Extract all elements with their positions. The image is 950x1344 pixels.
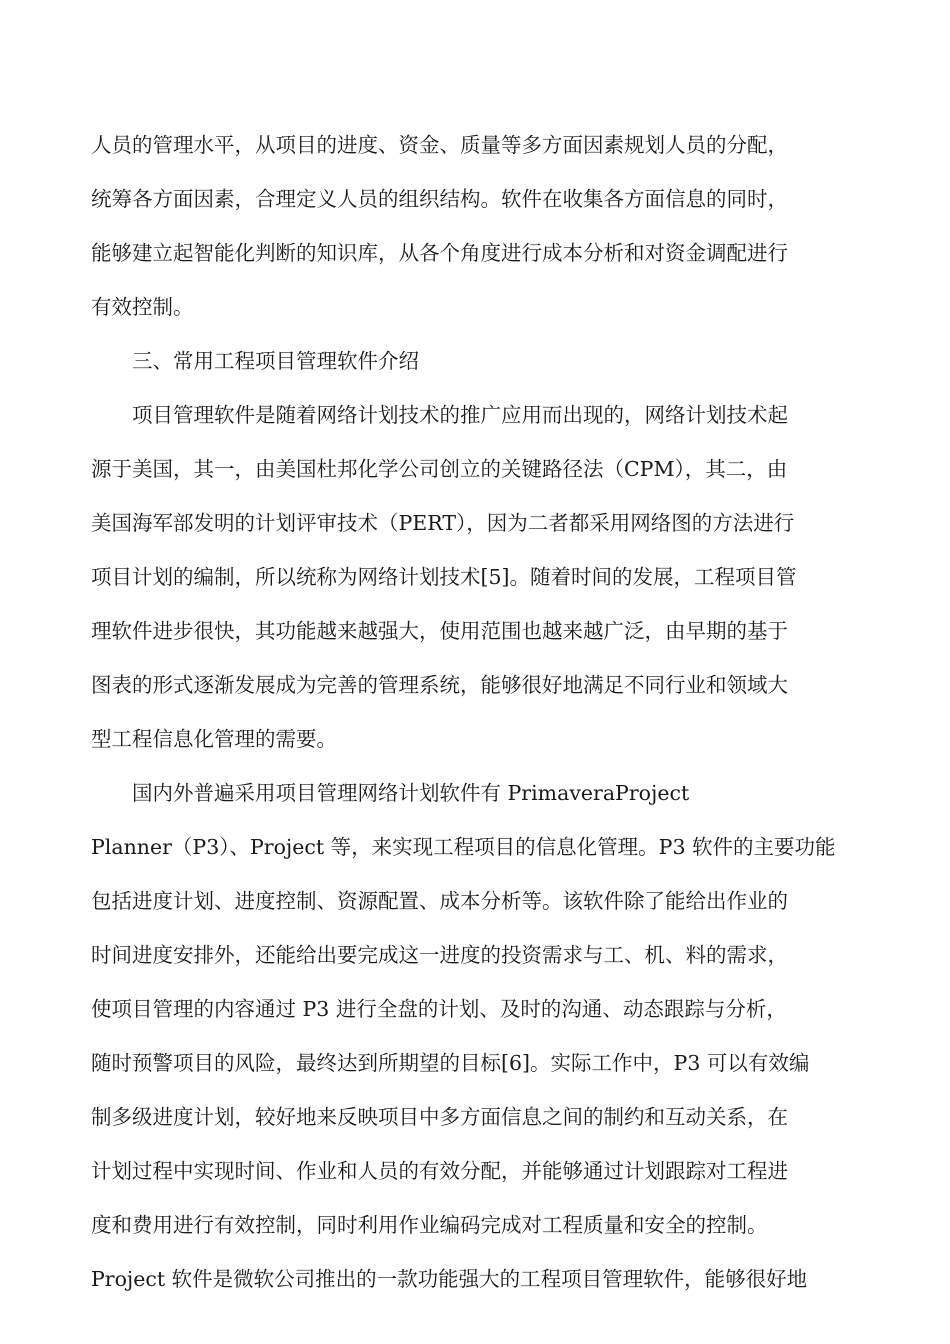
- paragraph-line: 随时预警项目的风险，最终达到所期望的目标[6]。实际工作中，P3 可以有效编: [91, 1051, 810, 1075]
- paragraph-line: 有效控制。: [91, 295, 194, 319]
- section-heading: 三、常用工程项目管理软件介绍: [132, 349, 419, 373]
- paragraph-line: 项目计划的编制，所以统称为网络计划技术[5]。随着时间的发展，工程项目管: [91, 565, 797, 589]
- paragraph-line: 理软件进步很快，其功能越来越强大，使用范围也越来越广泛，由早期的基于: [91, 619, 788, 643]
- paragraph-line: 能够建立起智能化判断的知识库，从各个角度进行成本分析和对资金调配进行: [91, 241, 788, 265]
- paragraph-line: 国内外普遍采用项目管理网络计划软件有 PrimaveraProject: [132, 781, 690, 805]
- paragraph-line: 型工程信息化管理的需要。: [91, 727, 337, 751]
- paragraph-line: 项目管理软件是随着网络计划技术的推广应用而出现的，网络计划技术起: [132, 403, 788, 427]
- paragraph-line: Project 软件是微软公司推出的一款功能强大的工程项目管理软件，能够很好地: [91, 1267, 808, 1291]
- paragraph-line: 时间进度安排外，还能给出要完成这一进度的投资需求与工、机、料的需求，: [91, 943, 788, 967]
- paragraph-line: 统筹各方面因素，合理定义人员的组织结构。软件在收集各方面信息的同时，: [91, 187, 788, 211]
- paragraph-line: 美国海军部发明的计划评审技术（PERT），因为二者都采用网络图的方法进行: [91, 511, 795, 535]
- paragraph-line: 人员的管理水平，从项目的进度、资金、质量等多方面因素规划人员的分配，: [91, 133, 788, 157]
- paragraph-line: 制多级进度计划，较好地来反映项目中多方面信息之间的制约和互动关系，在: [91, 1105, 788, 1129]
- body-text: [91, 128, 859, 1316]
- paragraph-line: 度和费用进行有效控制，同时利用作业编码完成对工程质量和安全的控制。: [91, 1213, 768, 1237]
- paragraph-line: 包括进度计划、进度控制、资源配置、成本分析等。该软件除了能给出作业的: [91, 889, 788, 913]
- paragraph-line: 使项目管理的内容通过 P3 进行全盘的计划、及时的沟通、动态跟踪与分析，: [91, 997, 787, 1021]
- paragraph-line: 计划过程中实现时间、作业和人员的有效分配，并能够通过计划跟踪对工程进: [91, 1159, 788, 1183]
- paragraph-line: 源于美国，其一，由美国杜邦化学公司创立的关键路径法（CPM），其二，由: [91, 457, 788, 481]
- paragraph-line: 图表的形式逐渐发展成为完善的管理系统，能够很好地满足不同行业和领域大: [91, 673, 788, 697]
- paragraph-line: Planner（P3）、Project 等，来实现工程项目的信息化管理。P3 软件的主要功能: [91, 835, 836, 859]
